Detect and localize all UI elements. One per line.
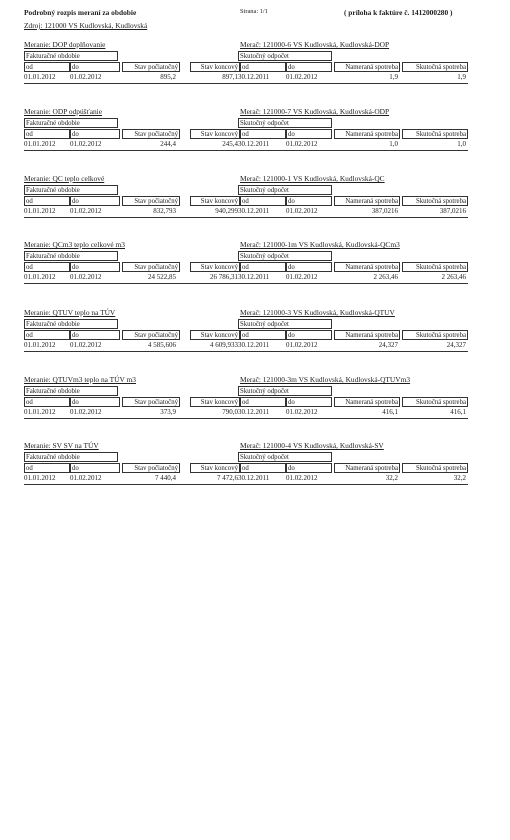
measurement-block: [24, 308, 468, 360]
header-reading-od: od: [240, 129, 286, 139]
value-od: 01.01.2012: [24, 474, 56, 482]
meter-title: Merač: 121000-7 VS Kudlovská, Kudlovská-ODP: [240, 107, 390, 116]
value-do: 01.02.2012: [70, 73, 102, 81]
billing-period-label: Fakturačné obdobie: [24, 319, 118, 329]
header-reading-do: do: [286, 262, 332, 272]
invoice-reference: ( príloha k faktúre č. 1412000280 ): [344, 8, 453, 17]
header-measured: Nameraná spotreba: [334, 330, 400, 340]
billing-period-label: Fakturačné obdobie: [24, 452, 118, 462]
source-line: Zdroj: 121000 VS Kudlovská, Kudlovská: [24, 21, 148, 30]
actual-reading-label: Skutočný odpočet: [238, 386, 332, 396]
header-od: od: [24, 330, 70, 340]
value-end-state: 26 786,31: [210, 273, 238, 281]
value-do: 01.02.2012: [70, 207, 102, 215]
header-reading-do: do: [286, 196, 332, 206]
value-end-state: 7 472,6: [217, 474, 238, 482]
header-end-state: Stav koncový: [190, 463, 240, 473]
page-number: Strana: 1/1: [240, 8, 268, 15]
value-end-state: 4 609,933: [210, 341, 238, 349]
header-start-state: Stav počiatočný: [122, 397, 180, 407]
header-actual: Skutočná spotreba: [402, 463, 468, 473]
meter-title: Merač: 121000-3 VS Kudlovská, Kudlovská-QTUV: [240, 308, 395, 317]
billing-period-label: Fakturačné obdobie: [24, 185, 118, 195]
value-do: 01.02.2012: [70, 341, 102, 349]
value-reading-od: 30.12.2011: [238, 341, 270, 349]
header-reading-od: od: [240, 330, 286, 340]
header-actual: Skutočná spotreba: [402, 397, 468, 407]
header-measured: Nameraná spotreba: [334, 129, 400, 139]
measurement-title: Meranie: ODP odpúšťanie: [24, 107, 103, 116]
value-od: 01.01.2012: [24, 341, 56, 349]
value-actual: 1,9: [457, 73, 466, 81]
row-divider: [24, 150, 468, 151]
value-od: 01.01.2012: [24, 73, 56, 81]
value-actual: 416,1: [450, 408, 466, 416]
header-end-state: Stav koncový: [190, 62, 240, 72]
value-start-state: 4 585,606: [148, 341, 176, 349]
value-measured: 416,1: [382, 408, 398, 416]
value-actual: 2 263,46: [441, 273, 466, 281]
value-start-state: 373,9: [160, 408, 176, 416]
header-reading-od: od: [240, 62, 286, 72]
measurement-block: [24, 107, 468, 159]
row-divider: [24, 283, 468, 284]
value-do: 01.02.2012: [70, 474, 102, 482]
value-od: 01.01.2012: [24, 140, 56, 148]
value-start-state: 244,4: [160, 140, 176, 148]
header-reading-od: od: [240, 397, 286, 407]
value-actual: 387,0216: [439, 207, 466, 215]
meter-title: Merač: 121000-3m VS Kudlovská, Kudlovská-QTUVm3: [240, 375, 411, 384]
measurement-block: [24, 40, 468, 92]
measurement-title: Meranie: SV SV na TÚV: [24, 441, 99, 450]
billing-period-label: Fakturačné obdobie: [24, 386, 118, 396]
header-start-state: Stav počiatočný: [122, 129, 180, 139]
measurement-title: Meranie: DOP doplňovanie: [24, 40, 106, 49]
row-divider: [24, 83, 468, 84]
header-do: do: [70, 129, 120, 139]
header-start-state: Stav počiatočný: [122, 262, 180, 272]
value-start-state: 832,793: [153, 207, 176, 215]
value-reading-od: 30.12.2011: [238, 140, 270, 148]
row-divider: [24, 351, 468, 352]
measurement-title: Meranie: QC teplo celkové: [24, 174, 105, 183]
actual-reading-label: Skutočný odpočet: [238, 452, 332, 462]
measurement-block: [24, 240, 468, 292]
row-divider: [24, 217, 468, 218]
value-do: 01.02.2012: [70, 140, 102, 148]
header-reading-do: do: [286, 463, 332, 473]
value-end-state: 790,0: [222, 408, 238, 416]
meter-title: Merač: 121000-1 VS Kudlovská, Kudlovská-QC: [240, 174, 385, 183]
header-end-state: Stav koncový: [190, 196, 240, 206]
actual-reading-label: Skutočný odpočet: [238, 319, 332, 329]
header-reading-do: do: [286, 62, 332, 72]
header-do: do: [70, 463, 120, 473]
header-end-state: Stav koncový: [190, 330, 240, 340]
value-measured: 32,2: [385, 474, 398, 482]
header-actual: Skutočná spotreba: [402, 196, 468, 206]
actual-reading-label: Skutočný odpočet: [238, 185, 332, 195]
value-reading-od: 30.12.2011: [238, 474, 270, 482]
value-do: 01.02.2012: [70, 408, 102, 416]
row-divider: [24, 484, 468, 485]
header-reading-od: od: [240, 196, 286, 206]
value-do: 01.02.2012: [70, 273, 102, 281]
value-reading-od: 30.12.2011: [238, 408, 270, 416]
header-start-state: Stav počiatočný: [122, 196, 180, 206]
value-reading-od: 30.12.2011: [238, 207, 270, 215]
header-reading-do: do: [286, 129, 332, 139]
measurement-block: [24, 174, 468, 226]
header-od: od: [24, 463, 70, 473]
value-od: 01.01.2012: [24, 273, 56, 281]
measurement-title: Meranie: QTUV teplo na TÚV: [24, 308, 116, 317]
measurement-block: [24, 441, 468, 493]
billing-period-label: Fakturačné obdobie: [24, 118, 118, 128]
value-reading-od: 30.12.2011: [238, 273, 270, 281]
header-actual: Skutočná spotreba: [402, 330, 468, 340]
value-actual: 1,0: [457, 140, 466, 148]
header-do: do: [70, 262, 120, 272]
value-measured: 1,9: [389, 73, 398, 81]
value-reading-do: 01.02.2012: [286, 140, 318, 148]
document-title: Podrobný rozpis meraní za obdobie: [24, 8, 137, 17]
header-end-state: Stav koncový: [190, 262, 240, 272]
value-reading-do: 01.02.2012: [286, 207, 318, 215]
header-reading-do: do: [286, 397, 332, 407]
meter-title: Merač: 121000-4 VS Kudlovská, Kudlovská-SV: [240, 441, 384, 450]
value-reading-od: 30.12.2011: [238, 73, 270, 81]
value-od: 01.01.2012: [24, 408, 56, 416]
header-reading-od: od: [240, 463, 286, 473]
value-reading-do: 01.02.2012: [286, 341, 318, 349]
header-measured: Nameraná spotreba: [334, 463, 400, 473]
header-do: do: [70, 196, 120, 206]
value-measured: 387,0216: [371, 207, 398, 215]
measurement-block: [24, 375, 468, 427]
value-start-state: 24 522,85: [148, 273, 176, 281]
header-do: do: [70, 62, 120, 72]
header-actual: Skutočná spotreba: [402, 262, 468, 272]
header-measured: Nameraná spotreba: [334, 196, 400, 206]
value-measured: 24,327: [378, 341, 398, 349]
measurement-title: Meranie: QTUVm3 teplo na TÚV m3: [24, 375, 137, 384]
header-actual: Skutočná spotreba: [402, 129, 468, 139]
header-start-state: Stav počiatočný: [122, 463, 180, 473]
measurement-title: Meranie: QCm3 teplo celkové m3: [24, 240, 125, 249]
header-end-state: Stav koncový: [190, 397, 240, 407]
value-end-state: 245,4: [222, 140, 238, 148]
value-start-state: 7 440,4: [155, 474, 176, 482]
header-measured: Nameraná spotreba: [334, 397, 400, 407]
header-actual: Skutočná spotreba: [402, 62, 468, 72]
header-do: do: [70, 330, 120, 340]
header-od: od: [24, 262, 70, 272]
actual-reading-label: Skutočný odpočet: [238, 118, 332, 128]
actual-reading-label: Skutočný odpočet: [238, 51, 332, 61]
row-divider: [24, 418, 468, 419]
header-start-state: Stav počiatočný: [122, 62, 180, 72]
header-measured: Nameraná spotreba: [334, 262, 400, 272]
value-actual: 24,327: [446, 341, 466, 349]
value-reading-do: 01.02.2012: [286, 408, 318, 416]
header-reading-do: do: [286, 330, 332, 340]
billing-period-label: Fakturačné obdobie: [24, 251, 118, 261]
value-end-state: 940,299: [215, 207, 238, 215]
meter-title: Merač: 121000-6 VS Kudlovská, Kudlovská-DOP: [240, 40, 390, 49]
header-od: od: [24, 129, 70, 139]
value-reading-do: 01.02.2012: [286, 273, 318, 281]
header-od: od: [24, 196, 70, 206]
value-start-state: 895,2: [160, 73, 176, 81]
value-reading-do: 01.02.2012: [286, 474, 318, 482]
value-actual: 32,2: [453, 474, 466, 482]
header-end-state: Stav koncový: [190, 129, 240, 139]
header-od: od: [24, 62, 70, 72]
value-reading-do: 01.02.2012: [286, 73, 318, 81]
meter-title: Merač: 121000-1m VS Kudlovská, Kudlovská-QCm3: [240, 240, 400, 249]
header-start-state: Stav počiatočný: [122, 330, 180, 340]
header-measured: Nameraná spotreba: [334, 62, 400, 72]
value-measured: 1,0: [389, 140, 398, 148]
header-reading-od: od: [240, 262, 286, 272]
header-do: do: [70, 397, 120, 407]
value-end-state: 897,1: [222, 73, 238, 81]
billing-period-label: Fakturačné obdobie: [24, 51, 118, 61]
header-od: od: [24, 397, 70, 407]
actual-reading-label: Skutočný odpočet: [238, 251, 332, 261]
value-od: 01.01.2012: [24, 207, 56, 215]
value-measured: 2 263,46: [373, 273, 398, 281]
